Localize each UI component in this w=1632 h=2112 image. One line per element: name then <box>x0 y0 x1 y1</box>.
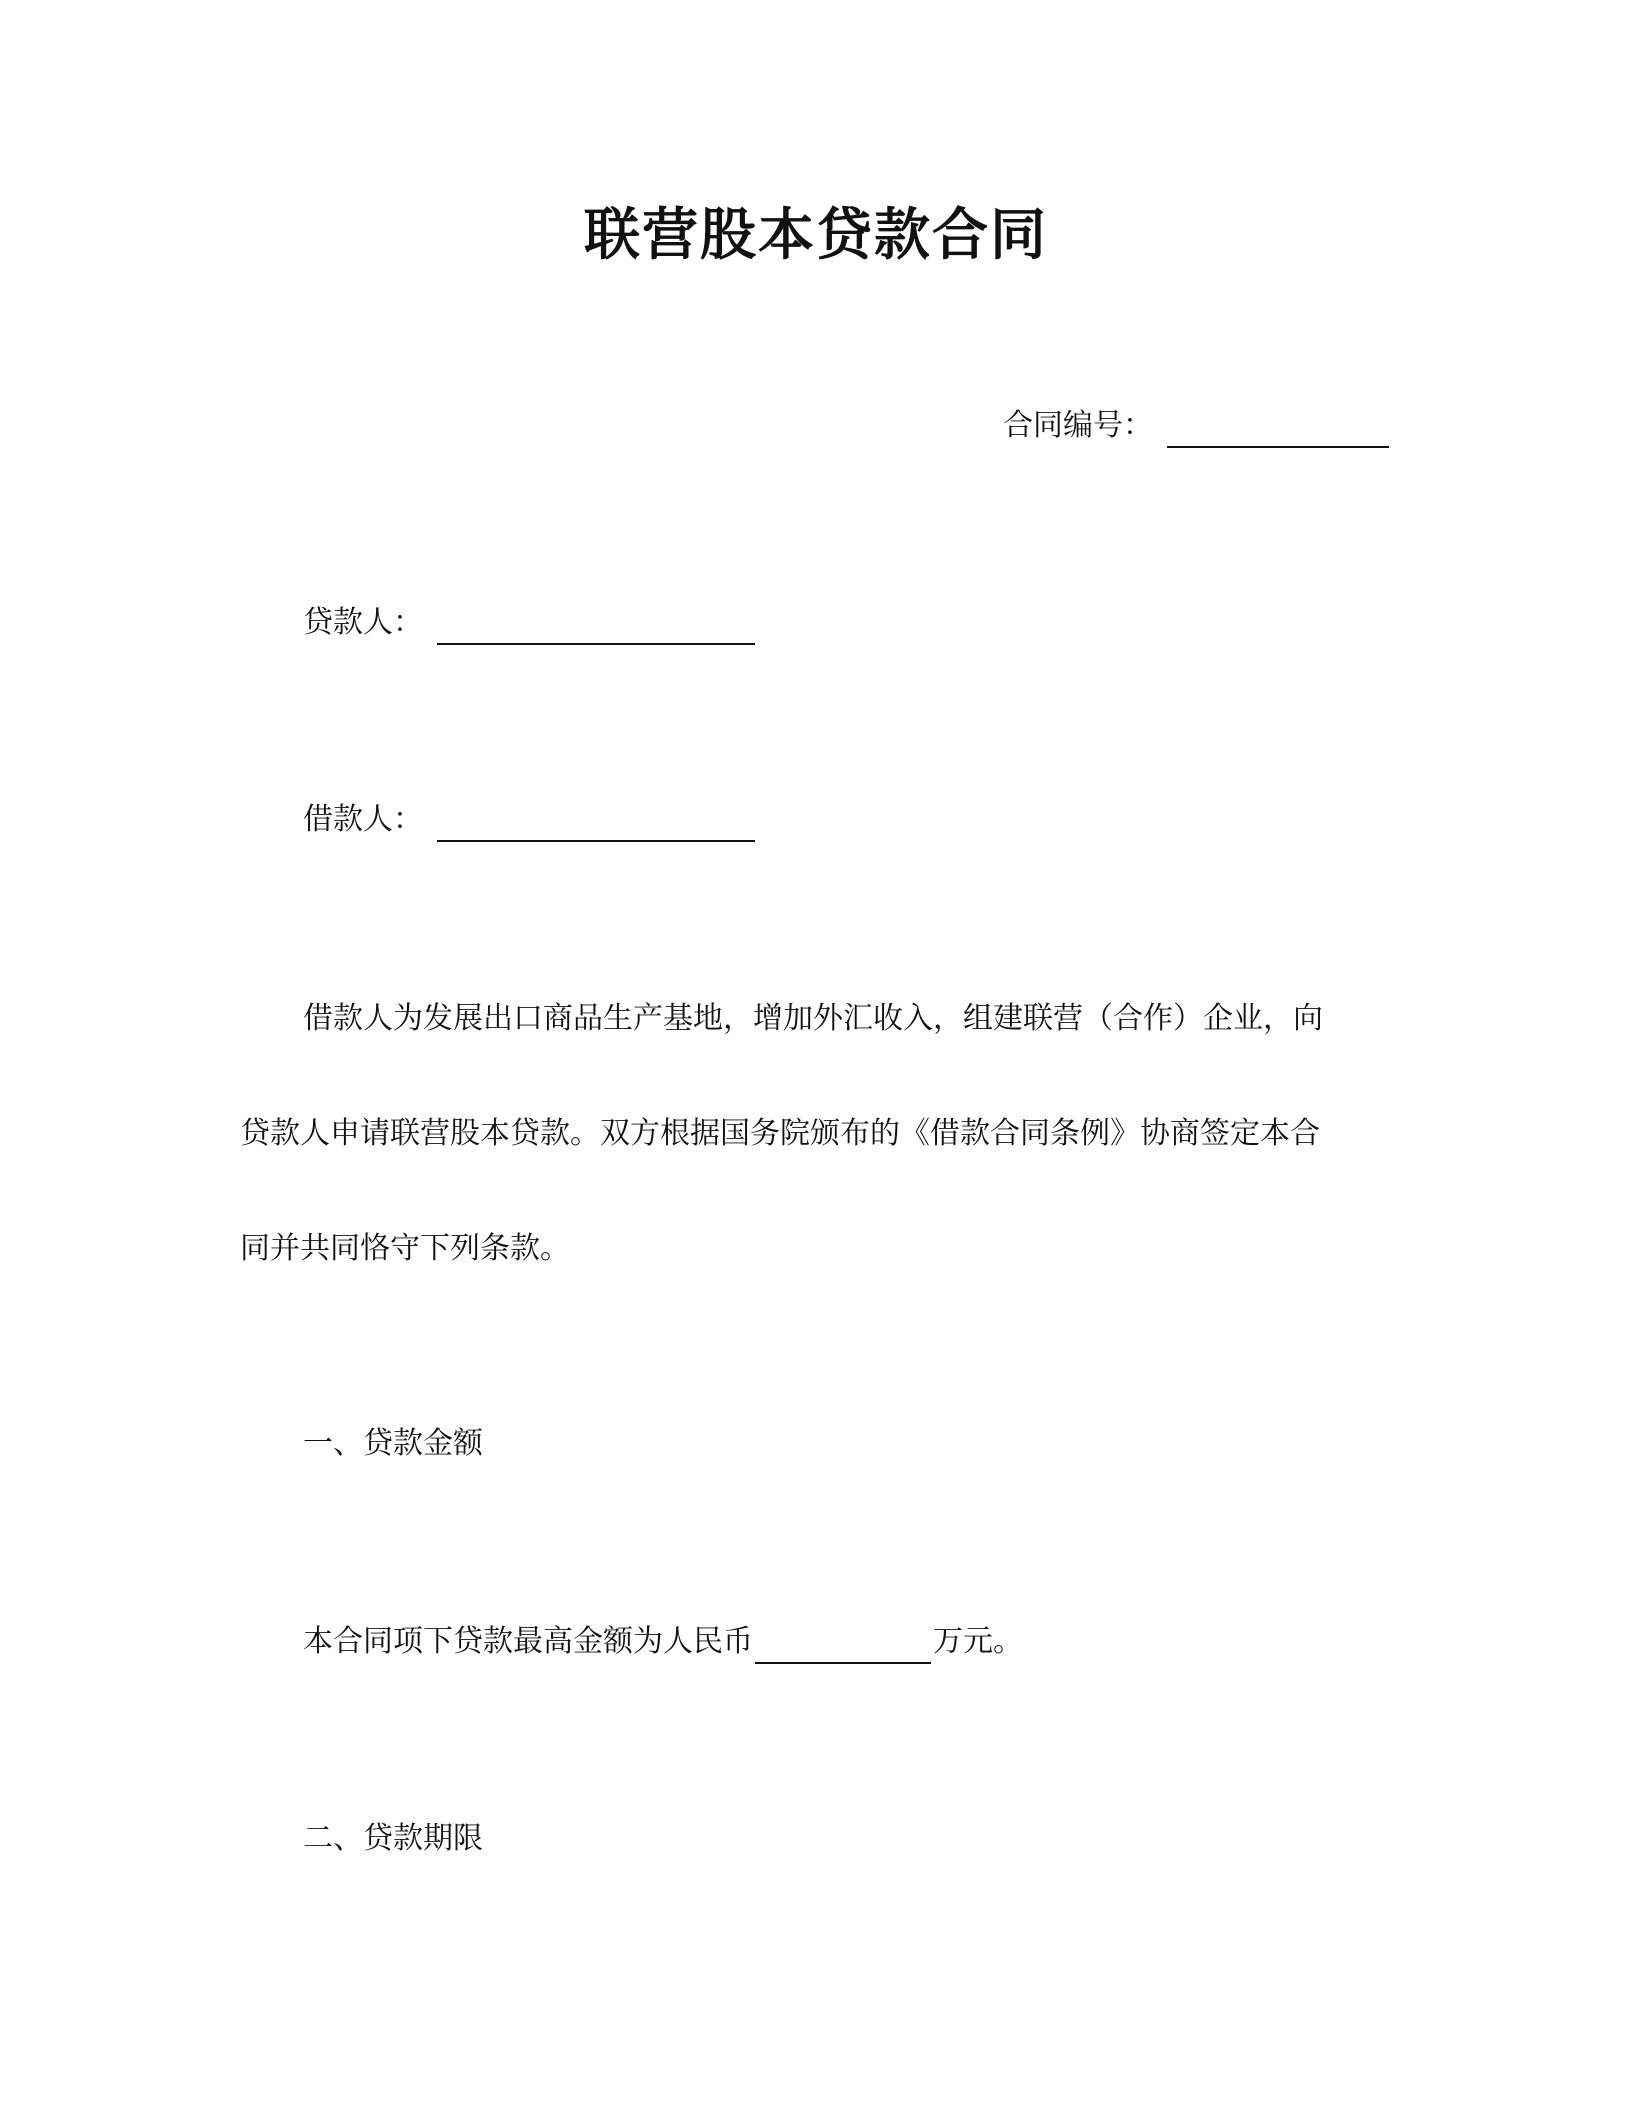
contract-number-label: 合同编号： <box>1003 408 1153 443</box>
intro-paragraph-line-3: 同并共同恪守下列条款。 <box>240 1231 570 1266</box>
lender-label: 贷款人： <box>303 605 423 640</box>
lender-row <box>303 601 755 645</box>
contract-number-blank[interactable] <box>1167 410 1389 448</box>
amount-suffix: 万元。 <box>933 1624 1023 1659</box>
section-2-heading: 二、贷款期限 <box>303 1821 483 1856</box>
intro-paragraph-line-1: 借款人为发展出口商品生产基地，增加外汇收入，组建联营（合作）企业，向 <box>303 1001 1323 1036</box>
document-title: 联营股本贷款合同 <box>584 203 1048 268</box>
borrower-blank[interactable] <box>437 804 755 842</box>
lender-blank[interactable] <box>437 607 755 645</box>
amount-prefix: 本合同项下贷款最高金额为人民币 <box>303 1624 753 1659</box>
loan-amount-clause <box>303 1620 1023 1664</box>
borrower-row <box>303 798 755 842</box>
amount-blank[interactable] <box>755 1626 931 1664</box>
section-1-heading: 一、贷款金额 <box>303 1426 483 1461</box>
borrower-label: 借款人： <box>303 802 423 837</box>
intro-paragraph-line-2: 贷款人申请联营股本贷款。双方根据国务院颁布的《借款合同条例》协商签定本合 <box>240 1116 1320 1151</box>
contract-number-row <box>1003 404 1389 448</box>
